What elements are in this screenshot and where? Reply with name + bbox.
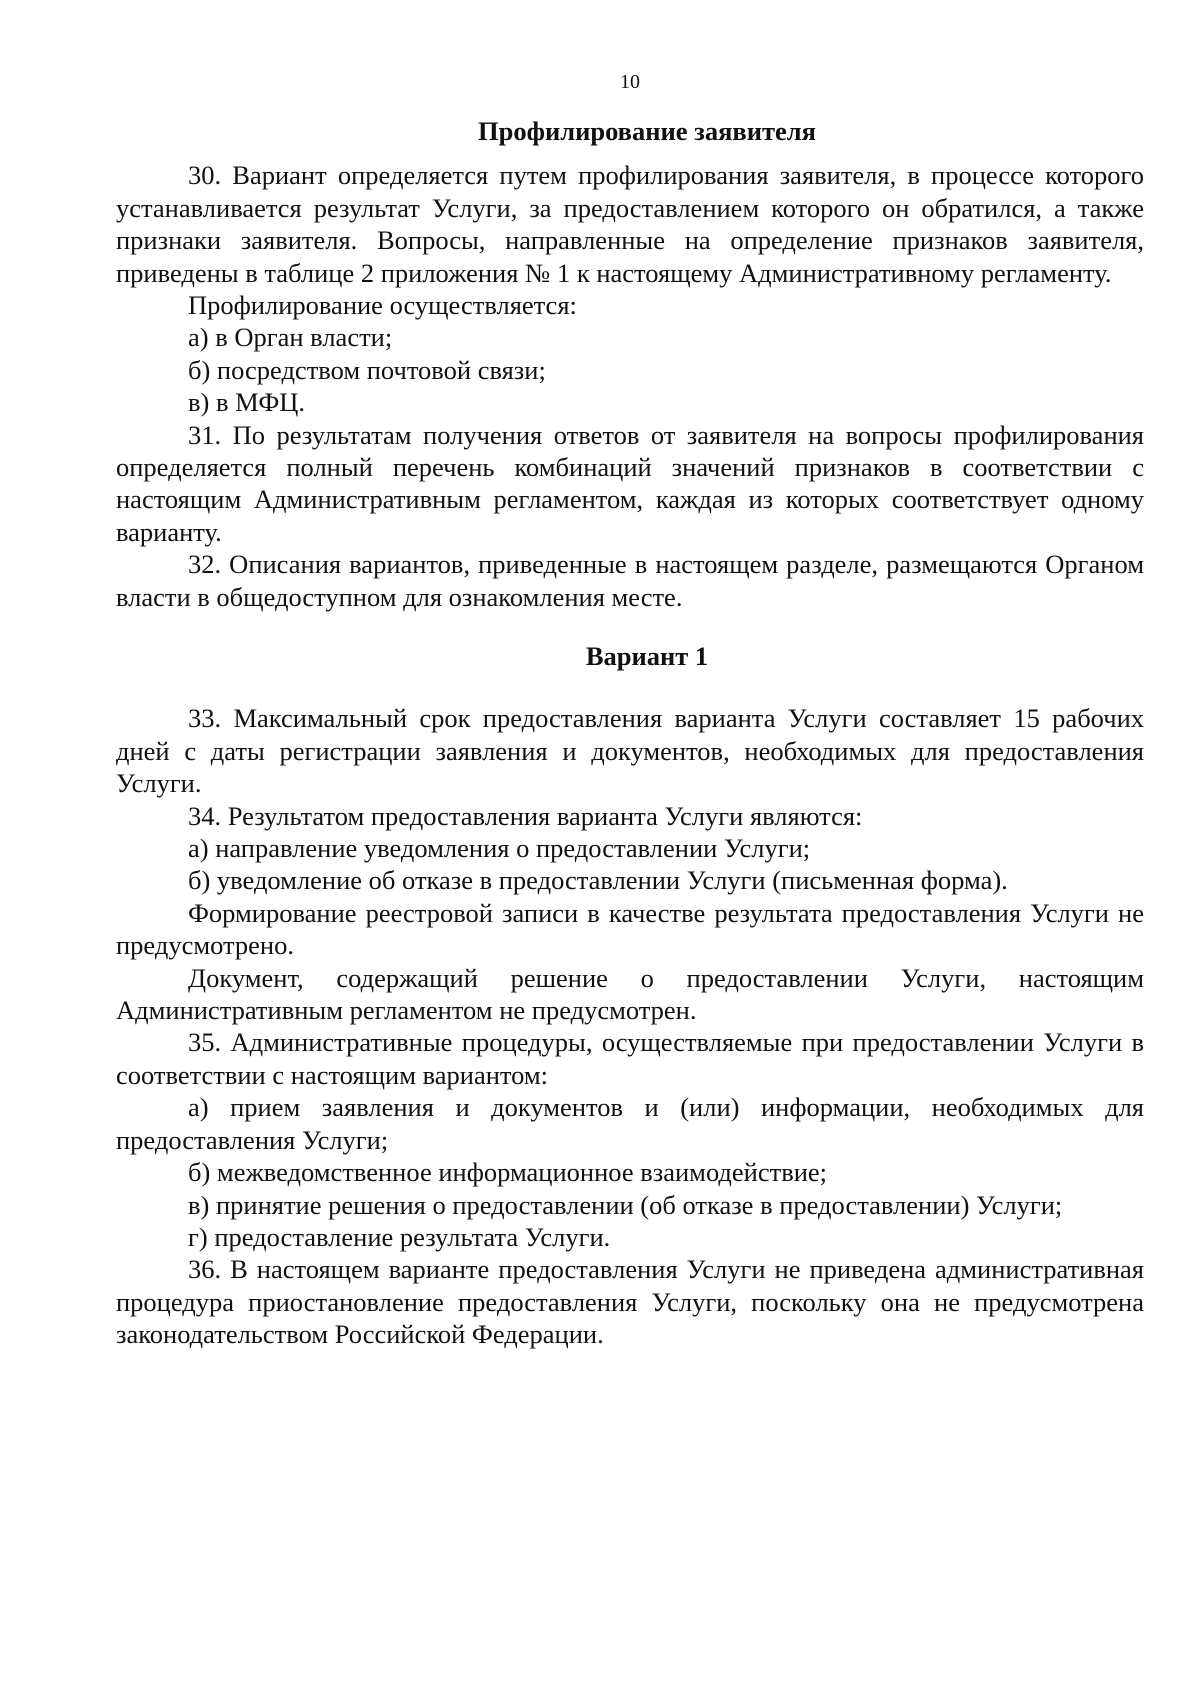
- list-item-34a: а) направление уведомления о предоставлении Услуги;: [188, 833, 811, 864]
- section-title-variant-1: Вариант 1: [585, 641, 709, 671]
- paragraph-30: 30. Вариант определяется путем профилирования заявителя, в процессе которого устанавливается результат Услуги, за предоставлением которого он обратился, а также признаки заявителя. Вопросы, направленные на определение признаков заявителя, приведены в таблице 2 приложения № 1 к настоящему Административному регламенту.: [116, 160, 1144, 288]
- list-item-b: б) посредством почтовой связи;: [188, 354, 546, 385]
- section-profiling: [116, 115, 1144, 613]
- list-item-35a: а) прием заявления и документов и (или) информации, необходимых для предоставления Услуги;: [116, 1092, 1144, 1155]
- paragraph-33: 33. Максимальный срок предоставления варианта Услуги составляет 15 рабочих дней с даты регистрации заявления и документов, необходимых для предоставления Услуги.: [116, 703, 1144, 799]
- paragraph-36: 36. В настоящем варианте предоставления Услуги не приведена административная процедура приостановление предоставления Услуги, поскольку она не предусмотрена законодательством Российской Федерации.: [116, 1254, 1144, 1350]
- paragraph-registry-record: Формирование реестровой записи в качестве результата предоставления Услуги не предусмотрено.: [116, 897, 1144, 961]
- list-item-34b: б) уведомление об отказе в предоставлении Услуги (письменная форма).: [188, 865, 1008, 896]
- section-variant-1: [116, 640, 1144, 1351]
- paragraph-32: 32. Описания вариантов, приведенные в настоящем разделе, размещаются Органом власти в общедоступном для ознакомления месте.: [116, 549, 1144, 612]
- list-item-c: в) в МФЦ.: [188, 387, 306, 418]
- list-item-35d: г) предоставление результата Услуги.: [188, 1221, 611, 1252]
- paragraph-34: 34. Результатом предоставления варианта Услуги являются:: [188, 800, 863, 831]
- list-item-35b: б) межведомственное информационное взаимодействие;: [188, 1157, 828, 1188]
- section-title-profiling: Профилирование заявителя: [478, 116, 816, 146]
- list-item-a: а) в Орган власти;: [188, 322, 393, 353]
- page-number: 10: [620, 71, 640, 93]
- paragraph-profiling-intro: Профилирование осуществляется:: [188, 290, 577, 321]
- list-item-35c: в) принятие решения о предоставлении (об отказе в предоставлении) Услуги;: [188, 1189, 1063, 1220]
- paragraph-decision-document: Документ, содержащий решение о предоставлении Услуги, настоящим Административным регламентом не предусмотрен.: [116, 962, 1144, 1026]
- paragraph-35: 35. Административные процедуры, осуществляемые при предоставлении Услуги в соответствии с настоящим вариантом:: [116, 1027, 1144, 1090]
- paragraph-31: 31. По результатам получения ответов от заявителя на вопросы профилирования определяется полный перечень комбинаций значений признаков в соответствии с настоящим Административным регламентом, каждая из которых соответствует одному варианту.: [116, 419, 1144, 547]
